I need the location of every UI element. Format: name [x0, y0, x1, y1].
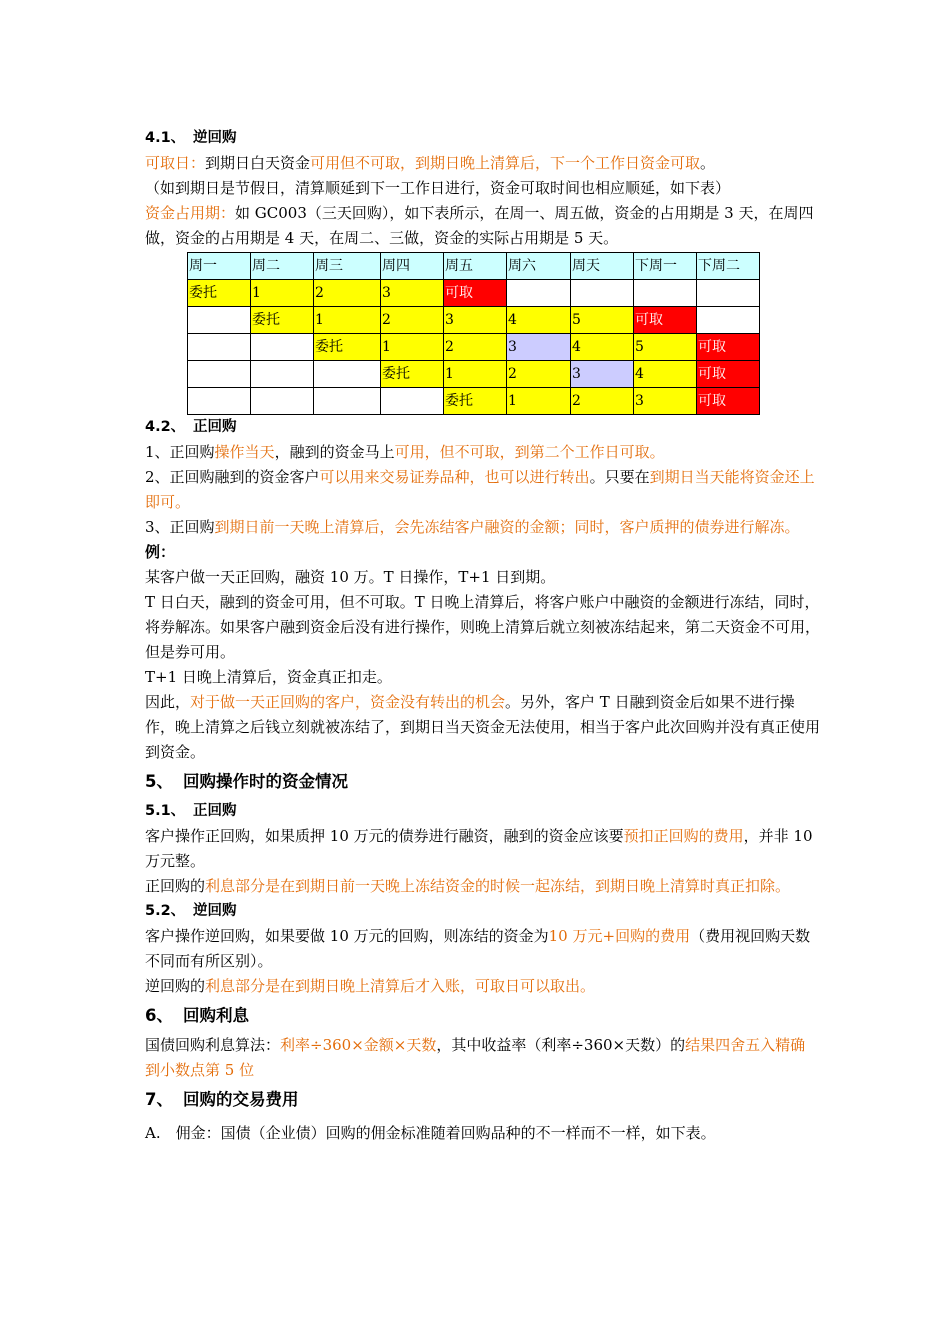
para-occupation-period: 资金占用期：如 GC003（三天回购），如下表所示，在周一、周五做，资金的占用期是 3 天，在周四做，资金的占用期是 4 天，在周二、三做，资金的实际占用期是 5 天。	[145, 204, 814, 247]
table-cell: 2	[571, 388, 634, 415]
table-cell: 2	[507, 361, 571, 388]
table-header-cell: 周天	[571, 253, 634, 280]
table-cell: 1	[251, 280, 314, 307]
example-line-1: 某客户做一天正回购，融资 10 万。T 日操作，T+1 日到期。	[145, 568, 556, 586]
table-cell	[188, 361, 251, 388]
table-cell: 5	[571, 307, 634, 334]
table-cell: 2	[444, 334, 507, 361]
table-header-cell: 周六	[507, 253, 571, 280]
table-cell: 3	[634, 388, 697, 415]
table-cell	[314, 388, 381, 415]
table-cell: 可取	[697, 361, 760, 388]
section-5-1-heading: 5.1、 正回购	[145, 803, 237, 819]
section-5-2-heading: 5.2、 逆回购	[145, 903, 237, 919]
table-cell	[697, 280, 760, 307]
table-cell	[188, 334, 251, 361]
para-5-2-b: 逆回购的利息部分是在到期日晚上清算后才入账，可取日可以取出。	[145, 977, 596, 995]
table-cell: 可取	[697, 388, 760, 415]
table-cell	[571, 280, 634, 307]
para-5-1-a: 客户操作正回购，如果质押 10 万元的债券进行融资，融到的资金应该要预扣正回购的费用，并非 10 万元整。	[145, 827, 813, 870]
table-cell	[188, 307, 251, 334]
para-holiday-note: （如到期日是节假日，清算顺延到下一工作日进行，资金可取时间也相应顺延，如下表）	[145, 179, 731, 197]
table-cell	[251, 361, 314, 388]
table-cell: 4	[634, 361, 697, 388]
table-cell	[507, 280, 571, 307]
table-cell: 1	[381, 334, 444, 361]
table-cell: 4	[571, 334, 634, 361]
para-5-1-b: 正回购的利息部分是在到期日前一天晚上冻结资金的时候一起冻结，到期日晚上清算时真正扣除。	[145, 877, 791, 895]
section-4-1-heading: 4.1、 逆回购	[145, 130, 237, 146]
table-cell: 1	[444, 361, 507, 388]
table-cell: 可取	[634, 307, 697, 334]
para-interest-formula: 国债回购利息算法：利率÷360×金额×天数，其中收益率（利率÷360×天数）的结果四舍五入精确到小数点第 5 位	[145, 1036, 806, 1079]
table-cell: 3	[507, 334, 571, 361]
example-label: 例：	[145, 543, 176, 561]
example-line-2: T 日白天，融到的资金可用，但不可取。T 日晚上清算后，将客户账户中融资的金额进行冻结，同时，将券解冻。如果客户融到资金后没有进行操作，则晚上清算后就立刻被冻结起来，第二天资金不可用，但是券可用。	[145, 593, 821, 661]
table-cell	[381, 388, 444, 415]
table-header-cell: 周五	[444, 253, 507, 280]
table-cell: 2	[314, 280, 381, 307]
table-cell: 1	[507, 388, 571, 415]
para-forward-3: 3、正回购到期日前一天晚上清算后，会先冻结客户融资的金额；同时，客户质押的债券进行解冻。	[145, 518, 800, 536]
table-cell: 3	[444, 307, 507, 334]
table-cell: 5	[634, 334, 697, 361]
table-header-cell: 下周一	[634, 253, 697, 280]
example-line-3: T+1 日晚上清算后，资金真正扣走。	[145, 668, 392, 686]
table-cell: 1	[314, 307, 381, 334]
table-header-cell: 周三	[314, 253, 381, 280]
table-header-cell: 下周二	[697, 253, 760, 280]
table-row	[188, 307, 760, 334]
table-header-cell: 周二	[251, 253, 314, 280]
table-cell: 委托	[188, 280, 251, 307]
table-cell: 3	[571, 361, 634, 388]
table-header-cell: 周一	[188, 253, 251, 280]
section-4-2-heading: 4.2、 正回购	[145, 419, 237, 435]
table-row	[188, 280, 760, 307]
table-cell: 委托	[251, 307, 314, 334]
table-cell: 委托	[314, 334, 381, 361]
table-cell	[188, 388, 251, 415]
para-forward-1: 1、正回购操作当天，融到的资金马上可用，但不可取，到第二个工作日可取。	[145, 443, 665, 461]
section-7-heading: 7、 回购的交易费用	[145, 1090, 299, 1109]
table-cell: 3	[381, 280, 444, 307]
table-row	[188, 361, 760, 388]
table-header-row	[188, 253, 760, 280]
para-5-2-a: 客户操作逆回购，如果要做 10 万元的回购，则冻结的资金为10 万元+回购的费用（费用视回购天数不同而有所区别）。	[145, 927, 811, 970]
table-header-cell: 周四	[381, 253, 444, 280]
para-redeemable-day: 可取日：到期日白天资金可用但不可取，到期日晚上清算后，下一个工作日资金可取。	[145, 154, 716, 172]
table-cell	[251, 334, 314, 361]
table-row	[188, 388, 760, 415]
table-cell: 委托	[444, 388, 507, 415]
table-cell: 委托	[381, 361, 444, 388]
para-commission: A. 佣金：国债（企业债）回购的佣金标准随着回购品种的不一样而不一样，如下表。	[145, 1124, 716, 1142]
table-cell: 2	[381, 307, 444, 334]
table-cell	[314, 361, 381, 388]
table-cell	[251, 388, 314, 415]
section-6-heading: 6、 回购利息	[145, 1006, 249, 1025]
table-cell	[634, 280, 697, 307]
table-cell: 4	[507, 307, 571, 334]
repo-schedule-table	[187, 252, 760, 415]
table-row	[188, 334, 760, 361]
example-line-4: 因此，对于做一天正回购的客户，资金没有转出的机会。另外，客户 T 日融到资金后如果不进行操作，晚上清算之后钱立刻就被冻结了，到期日当天资金无法使用，相当于客户此次回购并没有真正使用到资金。	[145, 693, 821, 761]
section-5-heading: 5、 回购操作时的资金情况	[145, 772, 348, 791]
para-forward-2: 2、正回购融到的资金客户可以用来交易证券品种，也可以进行转出。只要在到期日当天能将资金还上即可。	[145, 468, 815, 511]
table-cell	[697, 307, 760, 334]
table-cell: 可取	[697, 334, 760, 361]
table-cell: 可取	[444, 280, 507, 307]
document-page	[145, 126, 820, 1146]
